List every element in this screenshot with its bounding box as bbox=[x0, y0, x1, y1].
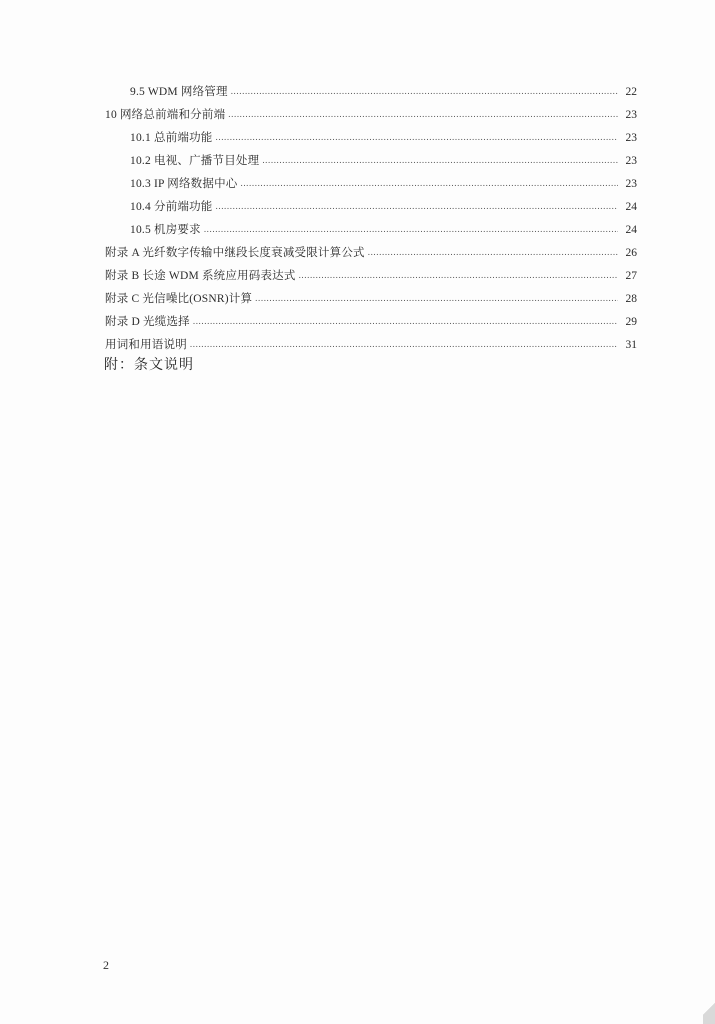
toc-leader-dots bbox=[216, 127, 619, 147]
toc-entry-label: 10.3 IP 网络数据中心 bbox=[130, 178, 238, 190]
toc-entry-page: 29 bbox=[625, 316, 637, 328]
toc-entry-page: 22 bbox=[625, 86, 637, 98]
toc-entry-label: 10.4 分前端功能 bbox=[130, 201, 213, 213]
toc-entry[interactable] bbox=[130, 220, 637, 240]
toc-leader-dots bbox=[231, 81, 618, 101]
toc-entry[interactable] bbox=[130, 128, 637, 148]
toc-entry-label: 10.1 总前端功能 bbox=[130, 132, 213, 144]
toc-entry-page: 31 bbox=[625, 339, 637, 351]
toc-entry[interactable] bbox=[105, 243, 637, 263]
toc-leader-dots bbox=[299, 265, 618, 285]
toc-entry[interactable] bbox=[130, 197, 637, 217]
toc-entry[interactable] bbox=[105, 105, 637, 125]
page-number: 2 bbox=[103, 958, 109, 972]
toc-entry-page: 26 bbox=[625, 247, 637, 259]
toc-entry-page: 23 bbox=[625, 155, 637, 167]
toc-entry-label: 9.5 WDM 网络管理 bbox=[130, 86, 228, 98]
toc-leader-dots bbox=[262, 150, 618, 170]
toc-entry-page: 23 bbox=[625, 132, 637, 144]
toc-leader-dots bbox=[368, 242, 618, 262]
toc-entry[interactable] bbox=[130, 82, 637, 102]
toc-entry-page: 24 bbox=[625, 201, 637, 213]
toc-entry-page: 28 bbox=[625, 293, 637, 305]
toc-entry-label: 附录 C 光信噪比(OSNR)计算 bbox=[105, 293, 253, 305]
toc-entry-label: 附录 B 长途 WDM 系统应用码表达式 bbox=[105, 270, 296, 282]
toc-leader-dots bbox=[193, 311, 618, 331]
toc-entry-label: 10.2 电视、广播节目处理 bbox=[130, 155, 260, 167]
toc-entry-label: 附录 A 光纤数字传输中继段长度衰减受限计算公式 bbox=[105, 247, 365, 259]
toc-leader-dots bbox=[204, 219, 618, 239]
toc-entry-page: 23 bbox=[625, 109, 637, 121]
toc-leader-dots bbox=[255, 288, 618, 308]
toc-entry-label: 10 网络总前端和分前端 bbox=[105, 109, 226, 121]
toc-leader-dots bbox=[228, 104, 618, 124]
toc-leader-dots bbox=[240, 173, 618, 193]
toc-entry-page: 27 bbox=[625, 270, 637, 282]
toc-entry[interactable] bbox=[130, 174, 637, 194]
appendix-note: 附：条文说明 bbox=[104, 358, 194, 373]
toc-leader-dots bbox=[190, 334, 618, 354]
toc-entry[interactable] bbox=[130, 151, 637, 171]
toc-entry[interactable] bbox=[105, 289, 637, 309]
toc-entry-page: 24 bbox=[625, 224, 637, 236]
toc-entry[interactable] bbox=[105, 335, 637, 355]
toc-entry-label: 10.5 机房要求 bbox=[130, 224, 201, 236]
toc-leader-dots bbox=[216, 196, 619, 216]
toc-entry-label: 用词和用语说明 bbox=[105, 339, 187, 351]
toc-entry[interactable] bbox=[105, 312, 637, 332]
page-curl-mark bbox=[703, 994, 715, 1024]
toc-entry-page: 23 bbox=[625, 178, 637, 190]
toc-entry[interactable] bbox=[105, 266, 637, 286]
toc-entry-label: 附录 D 光缆选择 bbox=[105, 316, 190, 328]
